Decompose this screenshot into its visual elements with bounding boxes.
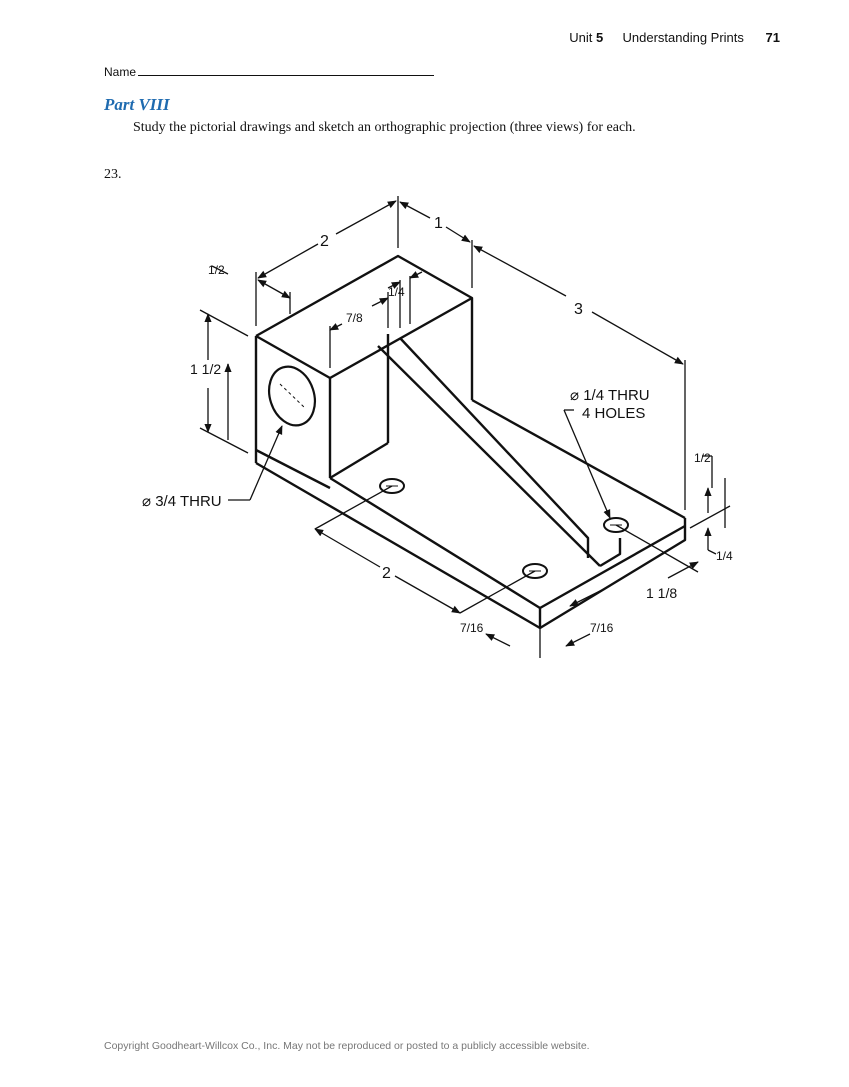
page-number: 71 bbox=[765, 30, 780, 45]
dim-quarter-right: 1/4 bbox=[716, 549, 733, 563]
isometric-drawing bbox=[130, 188, 733, 658]
dimension-labels bbox=[190, 215, 733, 635]
dim-seven-eighths: 7/8 bbox=[346, 311, 363, 325]
dim-2-bottom: 2 bbox=[382, 565, 391, 582]
instructions: Study the pictorial drawings and sketch an orthographic projection (three views) for each. bbox=[133, 120, 636, 135]
dim-half-top: 1/2 bbox=[208, 263, 225, 277]
note-large-hole: ⌀ 3/4 THRU bbox=[142, 493, 222, 510]
dim-quarter-top: 1/4 bbox=[388, 285, 405, 299]
unit-number: 5 bbox=[596, 30, 604, 45]
unit-title: Understanding Prints bbox=[622, 30, 744, 45]
dim-one-and-eighth: 1 1/8 bbox=[646, 585, 678, 601]
name-field bbox=[104, 64, 434, 79]
small-holes bbox=[380, 479, 628, 578]
dim-1: 1 bbox=[434, 215, 443, 232]
part-outline bbox=[256, 256, 685, 628]
isometric-drawing-svg bbox=[130, 188, 733, 658]
large-hole bbox=[262, 361, 322, 432]
callout-notes bbox=[142, 387, 650, 510]
page-header bbox=[569, 30, 780, 45]
dim-one-half-height: 1 1/2 bbox=[190, 361, 222, 377]
dim-2-top: 2 bbox=[320, 233, 329, 250]
name-label: Name bbox=[104, 65, 137, 79]
dim-seven-sixteenths-right: 7/16 bbox=[590, 621, 614, 635]
dim-half-right: 1/2 bbox=[694, 451, 711, 465]
name-blank-line[interactable] bbox=[138, 64, 434, 76]
dim-seven-sixteenths-left: 7/16 bbox=[460, 621, 484, 635]
part-title: Part VIII bbox=[104, 95, 170, 114]
unit-label: Unit bbox=[569, 30, 593, 45]
copyright-footer: Copyright Goodheart-Willcox Co., Inc. May not be reproduced or posted to a publicly accessible website. bbox=[104, 1040, 590, 1052]
note-small-holes-line2: 4 HOLES bbox=[582, 405, 646, 422]
note-small-holes-line1: ⌀ 1/4 THRU bbox=[570, 387, 650, 404]
dim-3: 3 bbox=[574, 301, 583, 318]
problem-number: 23. bbox=[104, 167, 122, 182]
